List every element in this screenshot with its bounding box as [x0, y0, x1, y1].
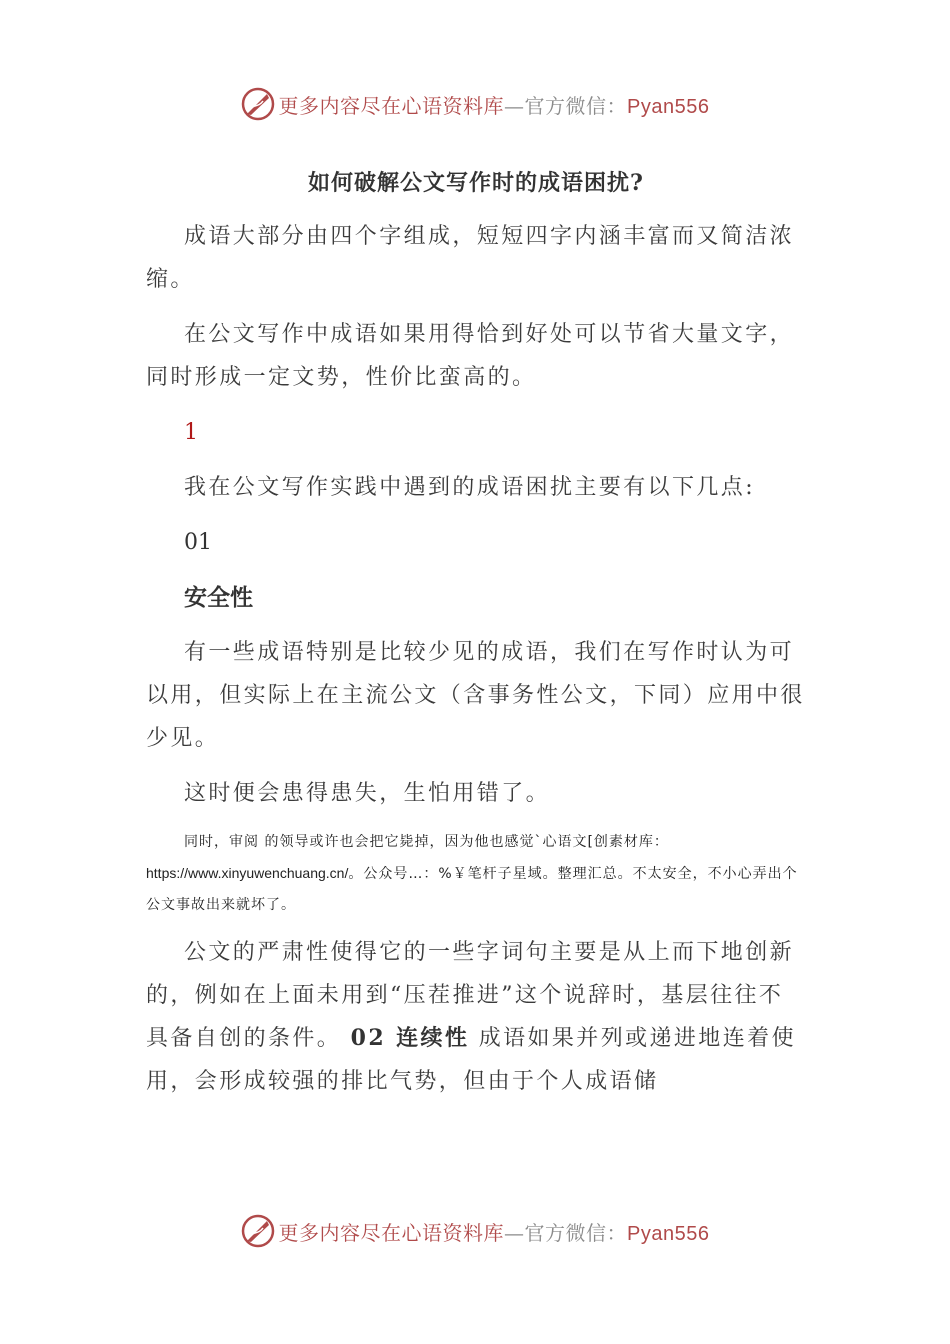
banner-dash: —: [504, 1220, 525, 1245]
heading-safety: 安全性: [184, 584, 253, 611]
paragraph-6-text-b: 成语如果并列或递进地连着使用，会形成较强的排比气势，但由于个人成语储: [146, 1026, 796, 1094]
banner-wechat-id: Pyan556: [627, 95, 710, 118]
banner-wechat-id: Pyan556: [627, 1222, 710, 1245]
banner-dash: —: [504, 93, 525, 118]
document-title: 如何破解公文写作时的成语困扰?: [308, 170, 644, 196]
banner-slogan: 更多内容尽在心语资料库: [278, 93, 505, 118]
header-banner: [0, 84, 950, 124]
quill-logo-icon: [241, 87, 275, 121]
small-text-b: 。公众号…：%￥笔杆子星域。整理汇总。不太安全，不小心弄出个公文事故出来就坏了。: [146, 866, 798, 913]
banner-wechat-label: 官方微信：: [524, 1220, 628, 1245]
small-paragraph: [146, 827, 806, 921]
subsection-number-01: 01: [184, 530, 212, 555]
banner-slogan: 更多内容尽在心语资料库: [278, 1220, 505, 1245]
paragraph-4: 有一些成语特别是比较少见的成语，我们在写作时认为可以用，但实际上在主流公文（含事务性公文，下同）应用中很少见。: [146, 640, 805, 751]
footer-banner: [0, 1211, 950, 1251]
section-number-1: 1: [184, 420, 198, 445]
document-body: [146, 166, 806, 1115]
banner-text: [279, 90, 710, 119]
paragraph-6-text-a: 公文的严肃性使得它的一些字词句主要是从上而下地创新的，例如在上面未用到“压茬推进”这个说辞时，基层往往不具备自创的条件。: [146, 940, 795, 1051]
heading-continuity: 02 连续性: [350, 1025, 470, 1051]
paragraph-2: 在公文写作中成语如果用得恰到好处可以节省大量文字，同时形成一定文势，性价比蛮高的。: [146, 322, 795, 390]
paragraph-6: [146, 931, 806, 1103]
quill-logo-icon: [241, 1214, 275, 1248]
small-text-a: 同时，审阅 的领导或许也会把它毙掉，因为他也感觉`心语文[创素材库：: [184, 834, 669, 850]
paragraph-3: 我在公文写作实践中遇到的成语困扰主要有以下几点:: [184, 475, 756, 500]
source-url: https://www.xinyuwenchuang.cn/: [146, 865, 349, 881]
paragraph-5: 这时便会患得患失，生怕用错了。: [184, 781, 551, 806]
banner-text: [279, 1217, 710, 1246]
paragraph-1: 成语大部分由四个字组成，短短四字内涵丰富而又简洁浓缩。: [146, 224, 795, 292]
banner-wechat-label: 官方微信：: [524, 93, 628, 118]
